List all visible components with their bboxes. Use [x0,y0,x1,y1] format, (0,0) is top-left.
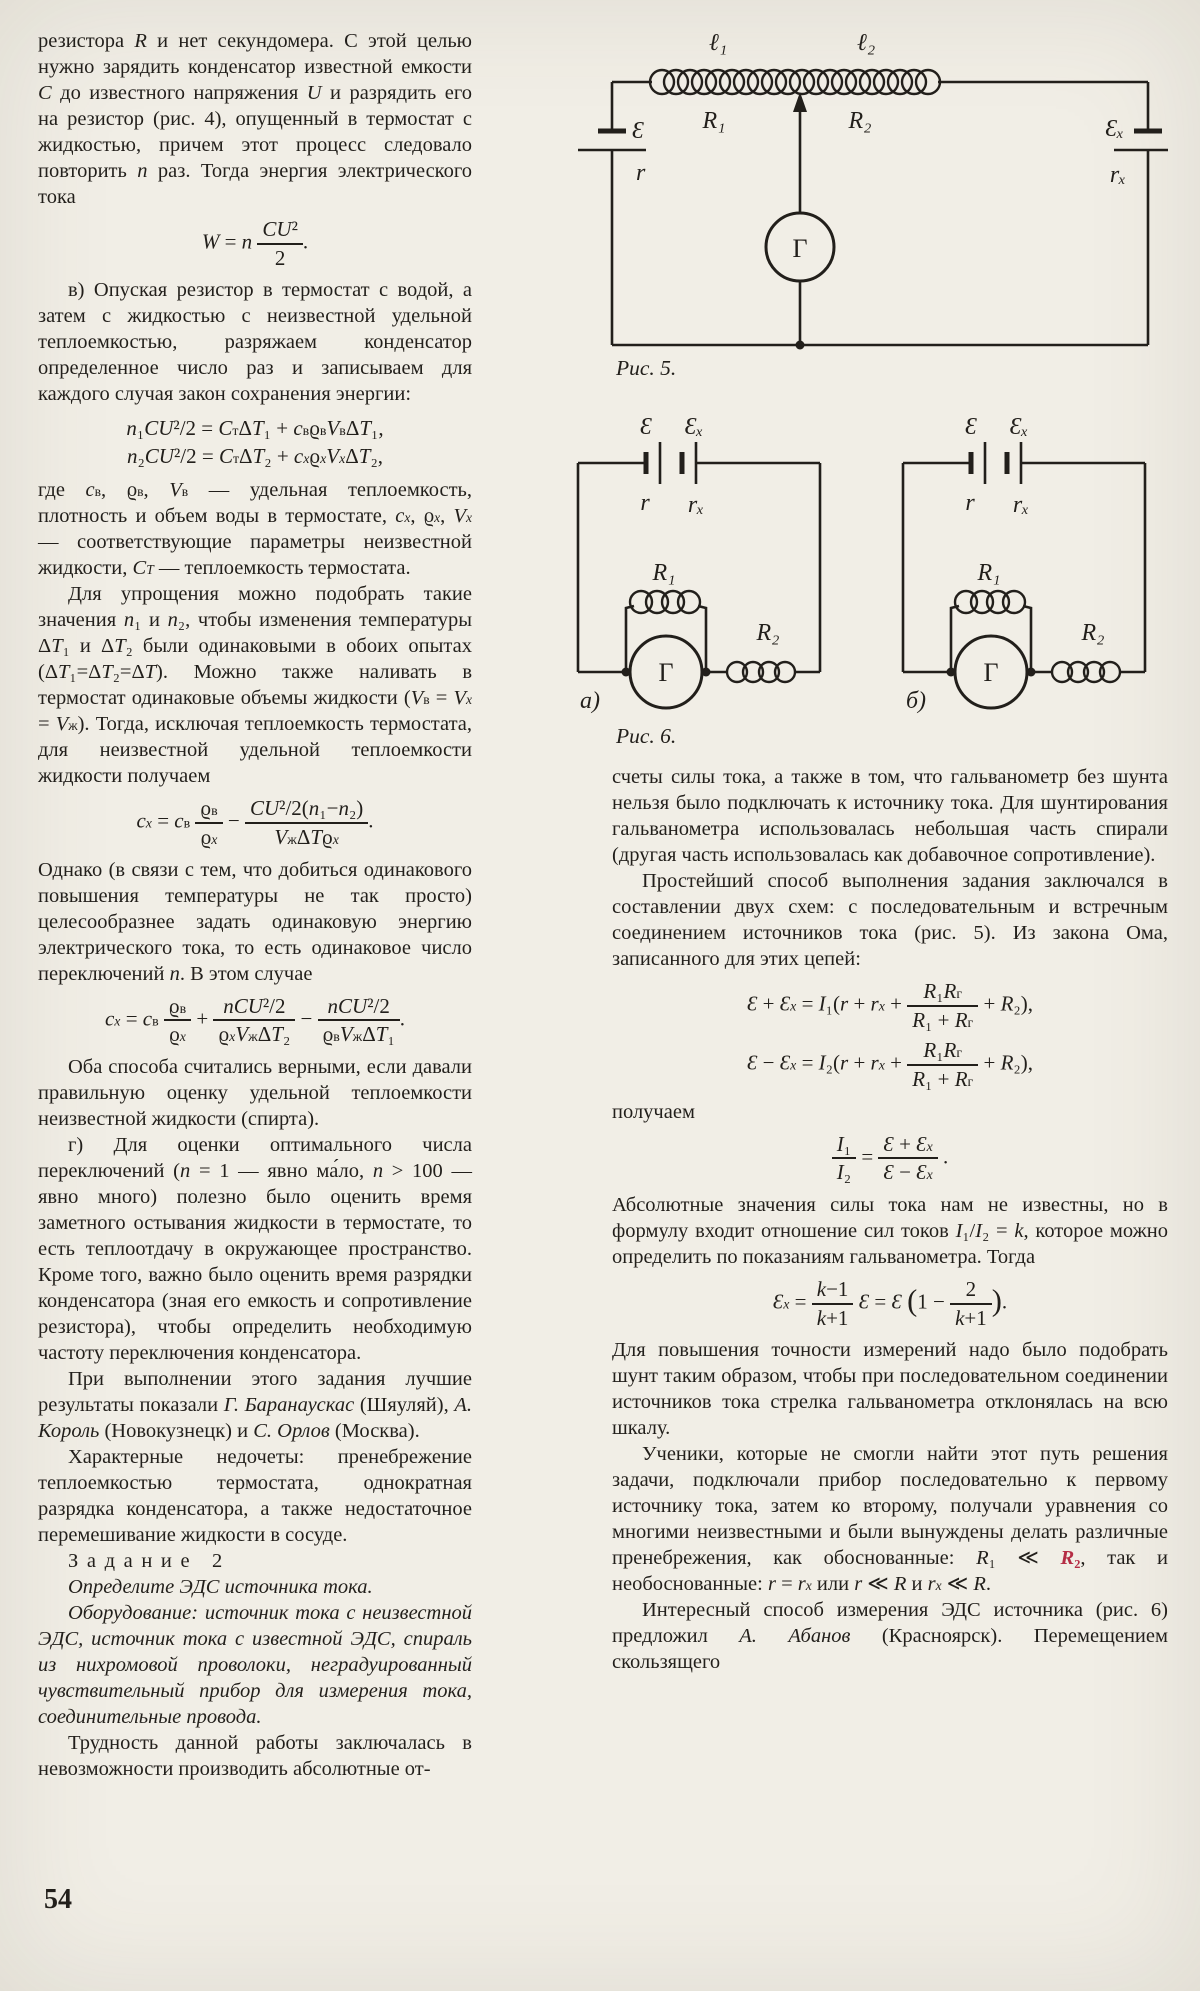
label-emf: Ɛ [640,414,652,440]
formula-cx-1: $c_x = c_в$ $\frac{ϱ_в}{ϱ_x}$ − $\frac{\text{CU²/2(n₁−n₂)}}{V_ж\Delta Tϱ_x}$ . [136,796,374,850]
slider-arrow-icon [793,92,807,112]
paragraph: счеты силы тока, а также в том, что гальванометр без шунта нельзя было подключать к источнику тока. Для шунтирования гальванометра использовалась небольшая часть спирали (другая часть использовалась как добавочное сопротивление). [612,766,1168,866]
formula-ohm-opposed: Ɛ − $Ɛ_x = I_2(r + r_x$ + $\frac{R_1R_г}{R_1 + R_г}$ + R₂), [747,1038,1033,1092]
formula-ohm-series: Ɛ + $Ɛ_x = I_1(r + r_x$ + $\frac{R_1R_г}{R_1 + R_г}$ + R₂), [747,979,1033,1032]
label-l1: ℓ₁ [708,30,728,56]
label-galvanometer: Г [658,658,674,687]
label-emf: Ɛ [632,118,644,144]
formula-conservation-1: $n_1CU^2/2 = C_т\Delta T_1 + c_вϱ_вV_в\Delta T_1$, [126,416,384,441]
label-r-x: rₓ [687,492,705,518]
task-title: Определите ЭДС источника тока. [68,1576,373,1599]
paragraph: Для повышения точности измерений надо было подобрать шунт таким образом, чтобы при последовательном соединении источников тока стрелка гальванометра отклонялась на всю шкалу. [612,1339,1168,1440]
formula-emf-x: $Ɛ_x$ = $\frac{k-1}{k+1}$ Ɛ = Ɛ (1 − $\frac{2}{k+1}$ ). [772,1277,1008,1330]
label-r2: R₂ [1081,620,1105,646]
formula-energy: W = n $\frac{\text{CU²}}{2}$ . [201,217,309,270]
paragraph: получаем [612,1100,695,1123]
circuit-figures [560,20,1170,760]
label-emf-x: Ɛₓ [1105,116,1124,142]
battery-pair-icon [971,442,1021,484]
formula-cx-2: $c_x = c_в$ $\frac{ϱ_в}{ϱ_x}$ + $\frac{\text{nCU²/2}}{ϱ_xV_ж\Delta T_2}$ − $\frac{\text{nCU²/2}}{ϱ_вV_ж\Delta T_1}$ . [104,993,406,1047]
figure-5-circuit [578,30,1168,350]
battery-pair-icon [646,442,696,484]
paragraph: в) Опуская резистор в термостат с водой, а затем с жидкостью с неизвестной удельной теплоемкостью, разряжаем конденсатор определенное число раз и записываем для каждого случая закон сохранения энергии: [38,279,472,406]
figure-6b-circuit [903,414,1145,714]
page-number: 54 [44,1884,72,1915]
figure-6a-circuit [578,414,820,714]
formula-current-ratio: $\frac{\text{I₁}}{\text{I₂}}$ = $\frac{Ɛ + Ɛ_x}{Ɛ - Ɛ_x}$ . [612,1133,1168,1184]
label-r1: R₁ [702,108,726,134]
right-column [612,764,1168,1675]
coil-l1-l2 [650,70,940,94]
task-heading: Задание 2 [68,1550,231,1573]
figure-6-caption: Рис. 6. [616,724,677,748]
label-r2: R₂ [848,108,872,134]
paragraph: Характерные недочеты: пренебрежение теплоемкостью термостата, однократная разрядка конденсатора, а также недостаточное перемешивание жидкости в сосуде. [38,1446,472,1547]
paragraph: При выполнении этого задания лучшие результаты показали Г. Баранаускас (Шяуляй), А. Король (Новокузнецк) и С. Орлов (Москва). [38,1368,472,1443]
coil-r2 [727,662,795,682]
label-l2: ℓ₂ [856,30,876,56]
label-emf: Ɛ [965,414,977,440]
label-galvanometer: Г [983,658,999,687]
label-emf-x: Ɛₓ [684,414,704,440]
paragraph: резистора R и нет секундомера. С этой целью нужно зарядить конденсатор известной емкости C до известного напряжения U и разрядить его на резистор (рис. 4), опущенный в термостат с жидкостью, причем этот процесс следовало повторить n раз. Тогда энергия электрического тока [38,30,472,208]
paragraph: Для упрощения можно подобрать такие значения n₁ и n₂, чтобы изменения температуры ΔT₁ и ΔT₂ были одинаковыми в обоих опытах (ΔT₁=ΔT₂=ΔT). Можно также наливать в термостат одинаковые объемы жидкости $(V_в = V_x = V_ж)$. Тогда, исключая теплоемкость термостата, для неизвестной удельной теплоемкости жидкости получаем [38,583,473,788]
coil-shunt-r1 [630,591,700,613]
label-galvanometer: Г [792,234,808,263]
figure-5-caption: Рис. 5. [616,356,677,380]
label-r-x: rₓ [1012,492,1030,518]
paragraph: Трудность данной работы заключалась в невозможности производить абсолютные от- [38,1732,472,1781]
paragraph: Ученики, которые не смогли найти этот путь решения задачи, подключали прибор последовательно к первому источнику тока, затем ко второму, получали уравнения со многими неизвестными и были вынуждены делать различные пренебрежения, как обоснованные: R₁ ≪ R₂, так и необоснованные: $r = r_x$ или r ≪ R и $r_x$ ≪ R. [612,1443,1168,1596]
label-emf-x: Ɛₓ [1009,414,1029,440]
label-r1: R₁ [977,560,1001,586]
label-a: а) [580,688,600,714]
coil-shunt-r1 [955,591,1025,613]
label-r2: R₂ [756,620,780,646]
coil-r2 [1052,662,1120,682]
paragraph: Интересный способ измерения ЭДС источника (рис. 6) предложил А. Абанов (Красноярск). Перемещением скользящего [612,1599,1168,1674]
label-r: r [640,490,650,516]
label-r1: R₁ [652,560,676,586]
label-r: r [636,160,646,186]
label-r-x: rₓ [1109,162,1126,188]
paragraph: где $c_в$, $ϱ_в$, $V_в$ — удельная теплоемкость, плотность и объем воды в термостате, $c_x$, $ϱ_x$, $V_x$ — соответствующие параметры неизвестной жидкости, $C_T$ — теплоемкость термостата. [38,479,473,580]
formula-conservation-2: $n_2CU^2/2 = C_т\Delta T_2 + c_xϱ_xV_x\Delta T_2$, [126,444,384,469]
equipment-paragraph: Оборудование: источник тока с неизвестной ЭДС, источник тока с известной ЭДС, спираль из нихромовой проволоки, неградуированный чувствительный прибор для измерения тока, соединительные провода. [38,1602,472,1729]
label-b: б) [905,688,927,714]
paragraph: Однако (в связи с тем, что добиться одинакового повышения температуры не так просто) целесообразнее задать одинаковую энергию электрического тока, то есть одинаковое число переключений n. В этом случае [38,858,472,985]
paragraph: Абсолютные значения силы тока нам не известны, но в формулу входит отношение сил токов I₁/I₂ = k, которое можно определить по показаниям гальванометра. Тогда [612,1194,1168,1269]
paragraph: г) Для оценки оптимального числа переключений (n = 1 — явно ма́ло, n > 100 — явно много) полезно было оценить время заметного остывания жидкости в термостате, то есть теплоотдачу в окружающее пространство. Кроме того, важно было оценить время разрядки конденсатора (зная его емкость и сопротивление резистора), чтобы определить необходимую частоту переключения конденсатора. [38,1134,472,1365]
paragraph: Простейший способ выполнения задания заключался в составлении двух схем: с последовательным и встречным соединением источников тока (рис. 5). Из закона Ома, записанного для этих цепей: [612,870,1168,970]
label-r: r [965,490,975,516]
paragraph: Оба способа считались верными, если давали правильную оценку удельной теплоемкости неизвестной жидкости (спирта). [38,1056,472,1131]
left-column [38,28,472,1782]
